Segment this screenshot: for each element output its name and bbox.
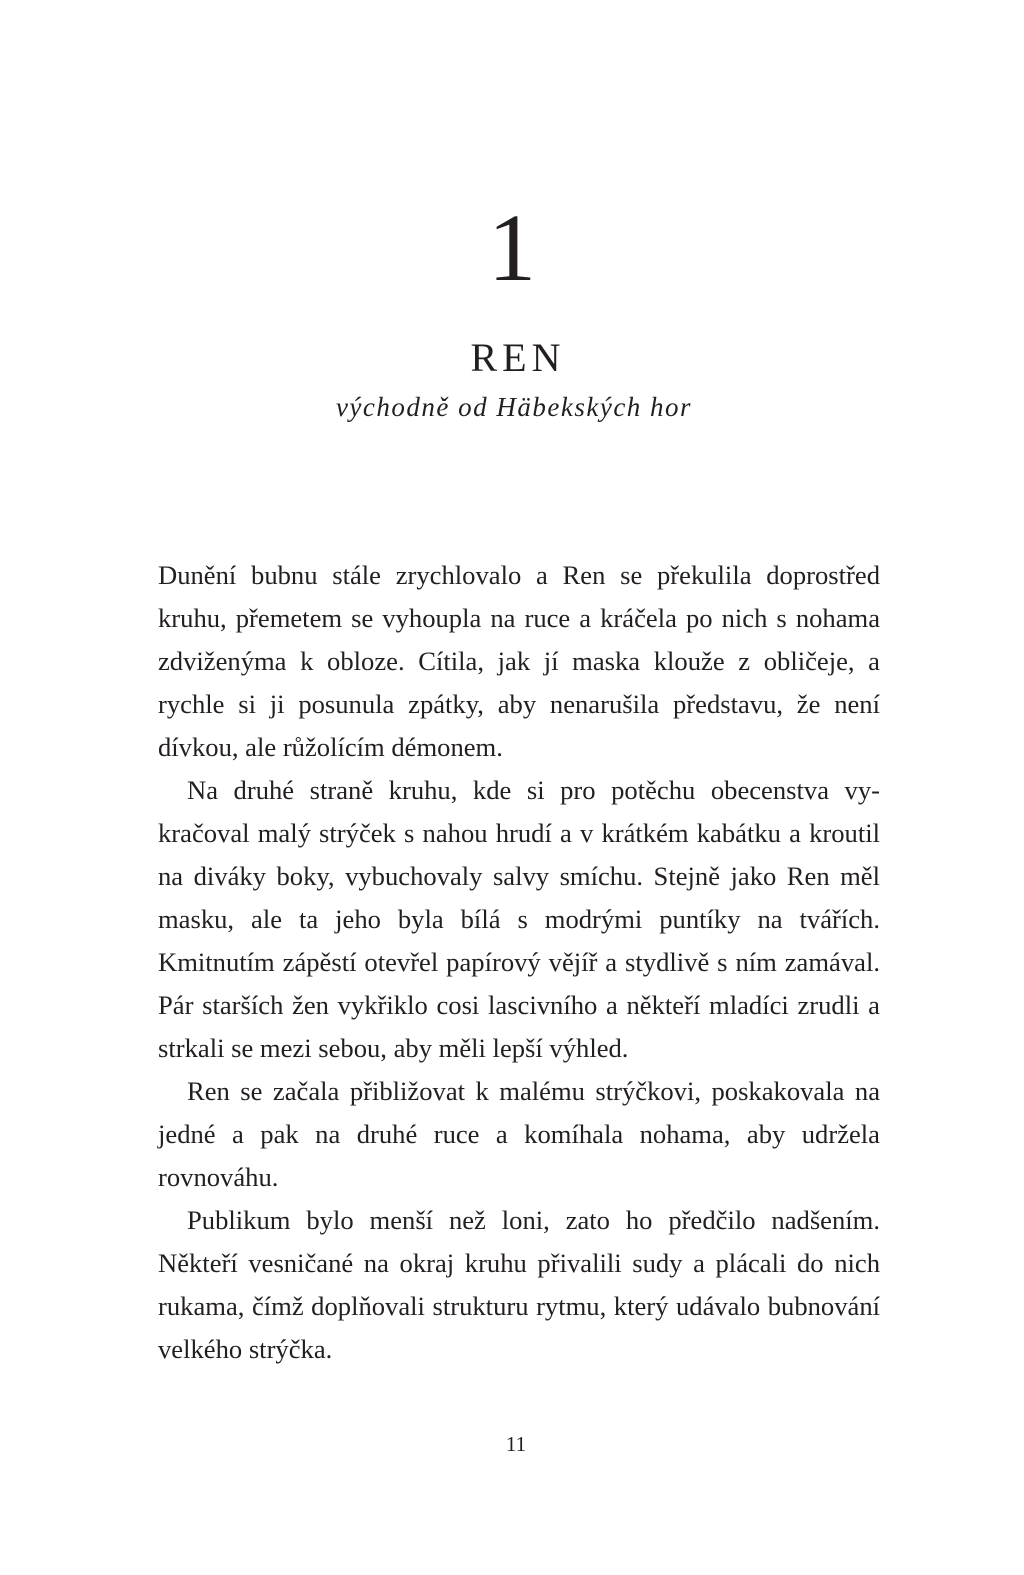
chapter-subtitle: východně od Häbekských hor — [335, 392, 693, 422]
chapter-title: REN — [470, 335, 566, 380]
paragraph-4: Publikum bylo menší než loni, zato ho předčilo nadšením. Někteří vesničané na okraj kruhu přivalili sudy a plácali do nich rukama, čímž doplňovali strukturu rytmu, který udávalo bubnování velkého strýčka. — [158, 1205, 880, 1364]
paragraph-3: Ren se začala přibližovat k malému strýčkovi, poskakovala na jedné a pak na druhé ruce a komíhala nohama, aby udržela rovnováhu. — [158, 1076, 880, 1192]
chapter-body — [158, 554, 880, 1371]
page-number: 11 — [505, 1432, 527, 1456]
paragraph-2: Na druhé straně kruhu, kde si pro potěchu obecenstva vykračoval malý strýček s nahou hrudí a v krátkém kabátku a kroutil na diváky boky, vybuchovaly salvy smíchu. Stejně jako Ren měl masku, ale ta jeho byla bílá s modrými puntíky na tvářích. Kmitnutím zápěstí otevřel papírový vějíř a stydlivě s ním zamával. Pár starších žen vykřiklo cosi lascivního a někteří mladíci zrudli a strkali se mezi sebou, aby měli lepší výhled. — [158, 775, 880, 1063]
paragraph-1: Dunění bubnu stále zrychlovalo a Ren se překulila doprostřed kruhu, přemetem se vyhoupla na ruce a kráčela po nich s nohama zdviženýma k obloze. Cítila, jak jí maska klouže z obličeje, a rychle si ji posunula zpátky, aby nenarušila představu, že není dívkou, ale růžolícím démonem. — [158, 560, 880, 762]
chapter-number: 1 — [488, 194, 536, 301]
